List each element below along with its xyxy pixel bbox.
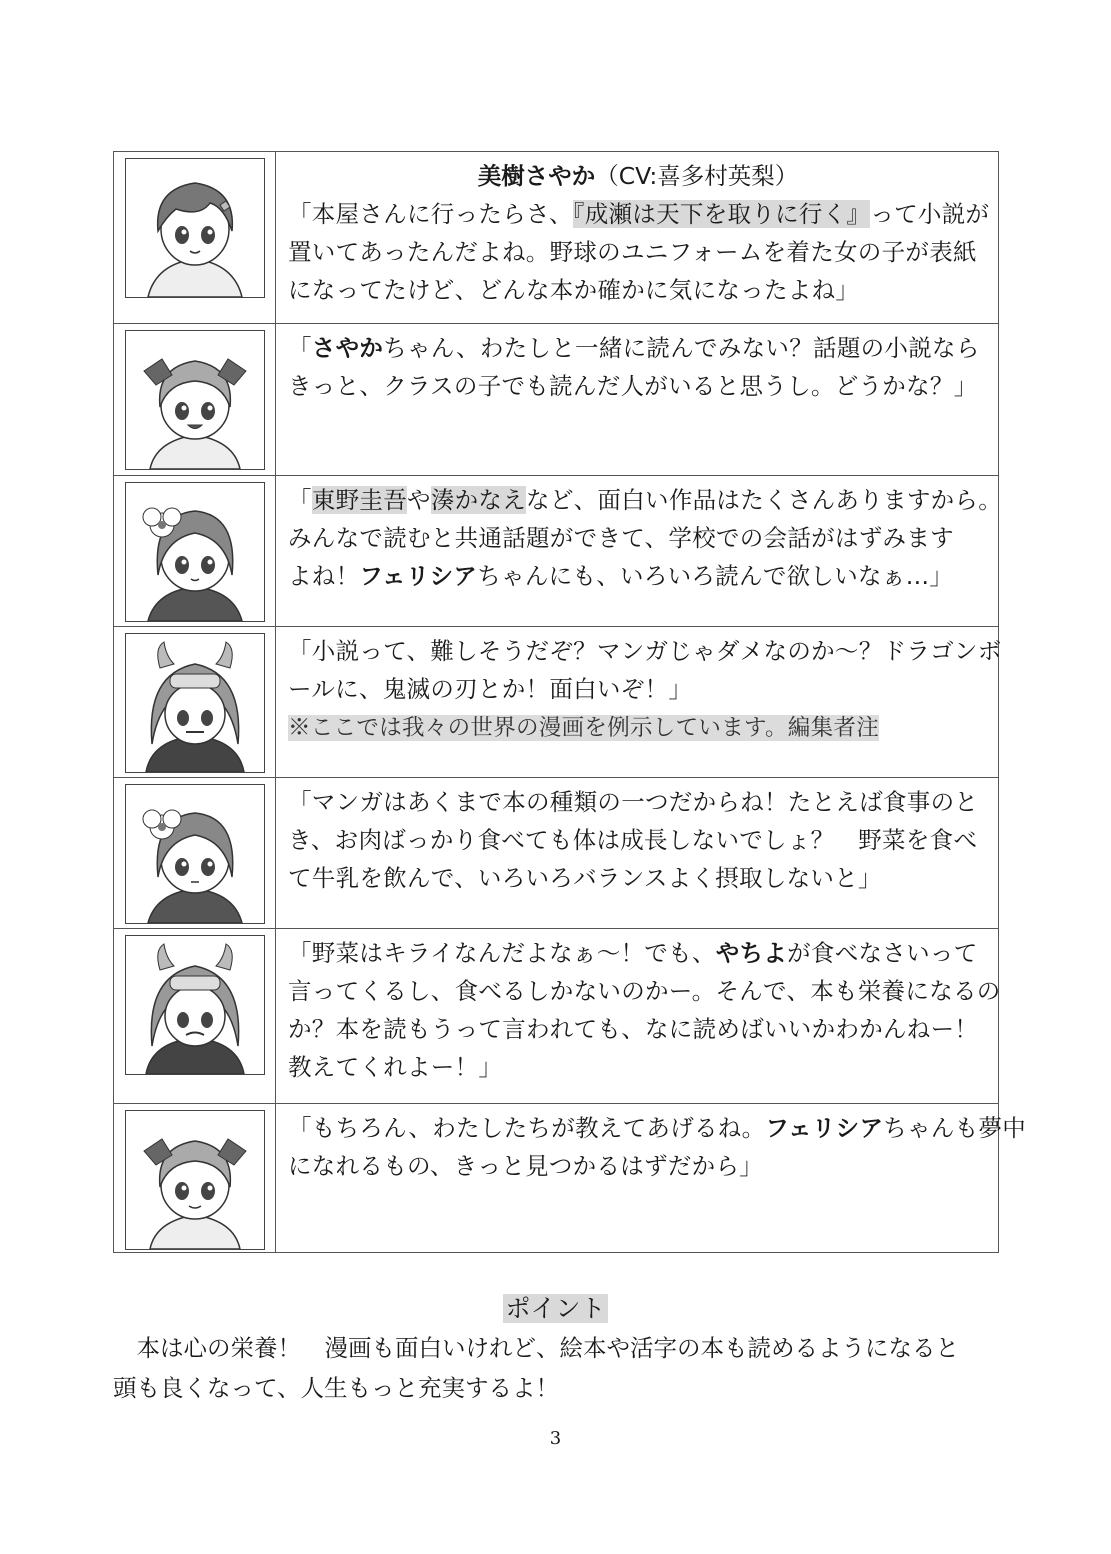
dialogue-line: か？本を読もうって言われても、なに読めばいいかわかんねー！: [288, 1015, 979, 1043]
dialogue-line: [288, 329, 988, 367]
character-portrait-twintails: [125, 330, 265, 470]
dialogue-text-cell: [276, 627, 1002, 778]
character-portrait-flower-hair: [125, 784, 265, 924]
character-portrait-horned-hood: [125, 935, 265, 1075]
dialogue-line: 置いてあったんだよね。野球のユニフォームを着た女の子が表紙: [288, 238, 977, 266]
dialogue-line: [288, 1109, 1027, 1147]
dialogue-table: [113, 151, 1027, 1253]
dialogue-row: [114, 476, 999, 627]
name-emphasis: フェリシア: [765, 1114, 884, 1142]
page-number: 3: [549, 1428, 562, 1449]
point-body: [113, 1328, 999, 1408]
character-portrait-flower-hair: [125, 482, 265, 622]
author-highlight: 東野圭吾: [311, 486, 408, 514]
dialogue-line: て牛乳を飲んで、いろいろバランスよく摂取しないと」: [288, 864, 882, 892]
dialogue-line: [288, 195, 988, 233]
dialogue-line: [288, 557, 988, 595]
editor-note-line: [288, 708, 988, 747]
book-title-highlight: 『成瀬は天下を取りに行く』: [572, 200, 871, 228]
name-emphasis: やちよ: [715, 939, 788, 967]
dialogue-row: [114, 778, 999, 929]
portrait-cell: [114, 1104, 276, 1253]
dialogue-line: 教えてくれよー！」: [288, 1053, 503, 1081]
author-highlight: 湊かなえ: [430, 486, 527, 514]
dialogue-line: 「マンガはあくまで本の種類の一つだからね！たとえば食事のと: [288, 788, 979, 816]
name-emphasis: さやか: [311, 334, 384, 362]
line-text: 「もちろん、わたしたちが教えてあげるね。: [288, 1114, 766, 1142]
dialogue-line: き、お肉ばっかり食べても体は成長しないでしょ？ 野菜を食べ: [288, 826, 978, 854]
line-text: など、面白い作品はたくさんありますから。: [526, 486, 1003, 514]
character-portrait-horned-hood: [125, 633, 265, 773]
dialogue-text-cell: [276, 152, 999, 324]
portrait-cell: [114, 929, 276, 1104]
dialogue-row: [114, 627, 999, 778]
speaker-heading: [288, 157, 988, 195]
point-heading: [0, 1290, 1111, 1328]
dialogue-line: みんなで読むと共通話題ができて、学校での会話がはずみます: [288, 524, 954, 552]
line-text: 「本屋さんに行ったらさ、: [288, 200, 573, 228]
line-text: が食べなさいって: [787, 939, 978, 967]
point-heading-text: ポイント: [505, 1294, 606, 1323]
dialogue-line: [288, 934, 988, 972]
character-portrait-short-hair: [125, 158, 265, 298]
dialogue-text-cell: [276, 778, 999, 929]
line-text: や: [407, 486, 431, 514]
dialogue-line: きっと、クラスの子でも読んだ人がいると思うし。どうかな？」: [288, 372, 978, 400]
dialogue-row: [114, 152, 999, 324]
dialogue-line: になってたけど、どんな本か確かに気になったよね」: [288, 276, 860, 304]
line-text: よね！: [288, 562, 360, 590]
portrait-cell: [114, 152, 276, 324]
dialogue-row: [114, 1104, 999, 1253]
dialogue-text-cell: [276, 1104, 1027, 1253]
dialogue-line: になれるもの、きっと見つかるはずだから」: [288, 1152, 764, 1180]
line-text: 「: [288, 486, 312, 514]
line-text: ちゃんも夢中: [883, 1114, 1027, 1142]
dialogue-row: [114, 324, 999, 476]
line-text: ちゃんにも、いろいろ読んで欲しいなぁ…」: [477, 562, 954, 590]
dialogue-line: ールに、鬼滅の刃とか！面白いぞ！」: [288, 675, 693, 703]
line-text: って小説が: [870, 200, 990, 228]
speaker-voice-actor: （CV:喜多村英梨）: [595, 162, 799, 190]
editor-note: ※ここでは我々の世界の漫画を例示しています。編集者注: [288, 715, 880, 741]
point-line: 本は心の栄養！ 漫画も面白いけれど、絵本や活字の本も読めるようになると: [113, 1334, 959, 1362]
dialogue-text-cell: [276, 476, 1003, 627]
dialogue-text-cell: [276, 324, 999, 476]
dialogue-line: 「小説って、難しそうだぞ？マンガじゃダメなのか～？ドラゴンボ: [288, 637, 1002, 665]
speaker-name: 美樹さやか: [477, 162, 596, 190]
line-text: 「野菜はキライなんだよなぁ～！でも、: [288, 939, 716, 967]
portrait-cell: [114, 324, 276, 476]
dialogue-row: [114, 929, 999, 1104]
dialogue-text-cell: [276, 929, 999, 1104]
portrait-cell: [114, 778, 276, 929]
line-text: 「: [288, 334, 312, 362]
line-text: ちゃん、わたしと一緒に読んでみない？話題の小説なら: [383, 334, 980, 362]
character-portrait-twintails: [125, 1110, 265, 1250]
dialogue-line: [288, 481, 1003, 519]
portrait-cell: [114, 627, 276, 778]
name-emphasis: フェリシア: [359, 562, 478, 590]
portrait-cell: [114, 476, 276, 627]
point-line: 頭も良くなって、人生もっと充実するよ！: [113, 1374, 560, 1402]
dialogue-line: 言ってくるし、食べるしかないのかー。そんで、本も栄養になるの: [288, 977, 1001, 1005]
